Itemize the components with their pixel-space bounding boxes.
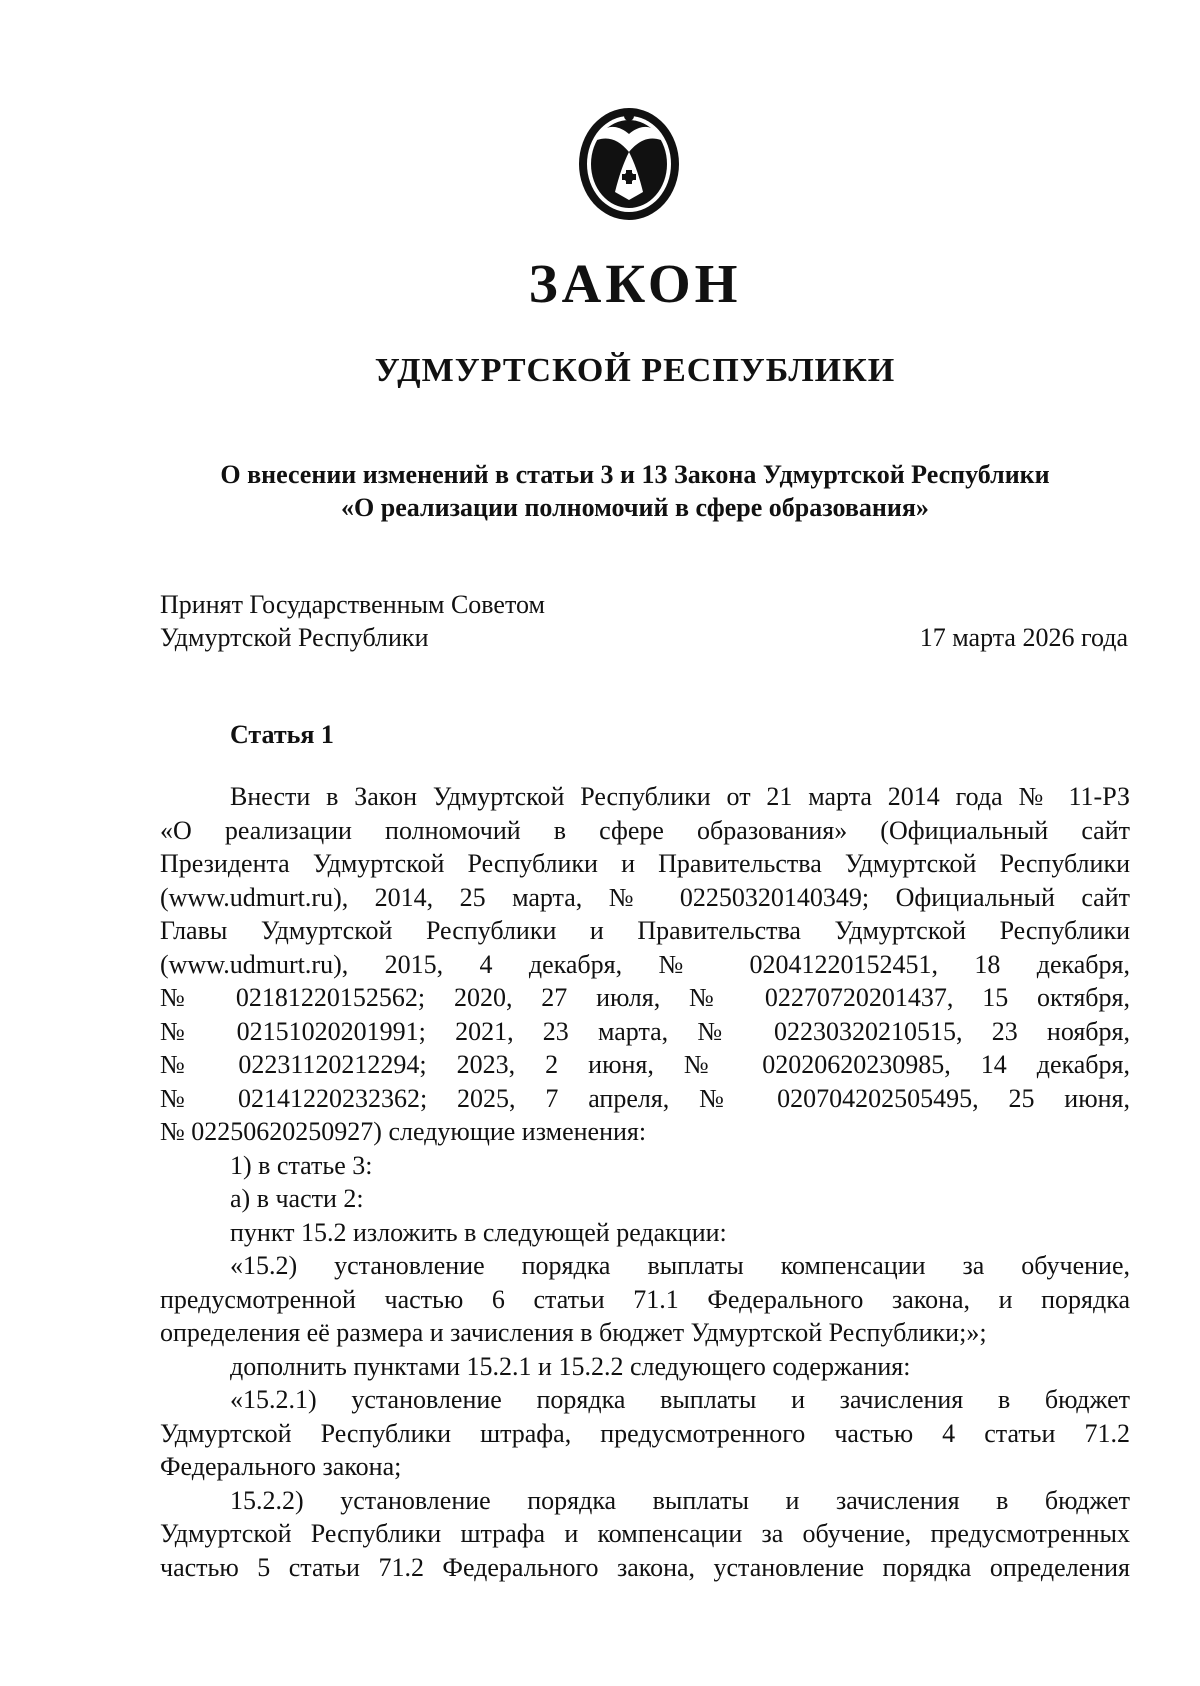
document-title: ЗАКОН — [528, 253, 742, 314]
adoption-date: 17 марта 2026 года — [919, 623, 1128, 652]
body-line: Удмуртской Республики штрафа и компенсации за обучение, предусмотренных — [160, 1519, 1130, 1548]
body-line: Удмуртской Республики штрафа, предусмотренного частью 4 статьи 71.2 — [160, 1418, 1130, 1448]
body-line: «15.2.1) установление порядка выплаты и зачисления в бюджет — [230, 1385, 1130, 1414]
body-line: 1) в статье 3: — [230, 1150, 373, 1180]
document-subtitle: УДМУРТСКОЙ РЕСПУБЛИКИ — [374, 352, 896, 389]
body-line: дополнить пунктами 15.2.1 и 15.2.2 следующего содержания: — [230, 1351, 911, 1381]
law-name-line: «О реализации полномочий в сфере образования» — [341, 493, 929, 522]
body-line: № 02181220152562; 2020, 27 июля, № 02270720201437, 15 октября, — [160, 983, 1130, 1012]
article-heading: Статья 1 — [230, 720, 334, 749]
body-line: Внести в Закон Удмуртской Республики от 21 марта 2014 года № 11-РЗ — [230, 782, 1130, 811]
adoption-statement — [160, 588, 545, 654]
body-line: предусмотренной частью 6 статьи 71.1 Федерального закона, и порядка — [160, 1284, 1130, 1314]
body-line: а) в части 2: — [230, 1184, 364, 1213]
adoption-line: Удмуртской Республики — [160, 623, 429, 652]
body-line: № 02141220232362; 2025, 7 апреля, № 020704202505495, 25 июня, — [160, 1083, 1130, 1113]
body-line: частью 5 статьи 71.2 Федерального закона, установление порядка определения — [160, 1552, 1130, 1582]
body-line: Главы Удмуртской Республики и Правительства Удмуртской Республики — [160, 916, 1130, 945]
article-body — [160, 780, 1130, 1584]
law-name-line: О внесении изменений в статьи 3 и 13 Закона Удмуртской Республики — [220, 460, 1050, 489]
adoption-line: Принят Государственным Советом — [160, 590, 545, 619]
body-line: «О реализации полномочий в сфере образования» (Официальный сайт — [160, 815, 1130, 845]
body-line: «15.2) установление порядка выплаты компенсации за обучение, — [230, 1251, 1130, 1280]
body-line: (www.udmurt.ru), 2015, 4 декабря, № 02041220152451, 18 декабря, — [160, 949, 1130, 979]
body-line: Федерального закона; — [160, 1452, 402, 1481]
body-line: № 02151020201991; 2021, 23 марта, № 02230320210515, 23 ноября, — [160, 1016, 1130, 1046]
body-line: Президента Удмуртской Республики и Правительства Удмуртской Республики — [160, 849, 1130, 878]
body-line: определения её размера и зачисления в бюджет Удмуртской Республики;»; — [160, 1318, 987, 1347]
body-line: № 02250620250927) следующие изменения: — [160, 1117, 647, 1146]
coat-of-arms-emblem — [575, 104, 683, 222]
body-line: 15.2.2) установление порядка выплаты и зачисления в бюджет — [230, 1485, 1130, 1515]
law-name — [150, 458, 1120, 524]
body-line: № 02231120212294; 2023, 2 июня, № 02020620230985, 14 декабря, — [160, 1050, 1130, 1079]
body-line: (www.udmurt.ru), 2014, 25 марта, № 02250320140349; Официальный сайт — [160, 882, 1130, 912]
body-line: пункт 15.2 изложить в следующей редакции: — [230, 1217, 727, 1247]
